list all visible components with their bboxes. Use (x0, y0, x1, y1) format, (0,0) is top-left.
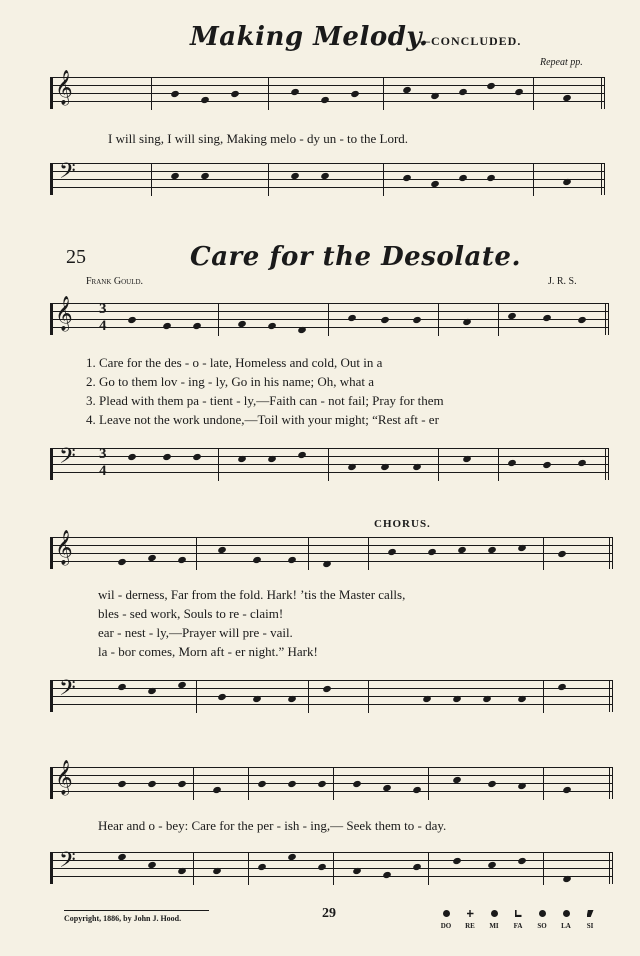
song2-sys2-verse4: la - bor comes, Morn aft - er night.” Hark! (98, 644, 318, 659)
chorus-label: CHORUS. (374, 518, 431, 530)
song2-sys3-bass-staff (50, 848, 613, 884)
song2-sys3-lyrics: Hear and o - bey: Care for the per - ish - ing,— Seek them to - day. (98, 818, 447, 833)
footer-rule (64, 910, 209, 911)
treble-clef-icon: 𝄞 (55, 296, 73, 331)
bass-clef-icon: 𝄢 (59, 159, 76, 189)
treble-clef-icon: 𝄞 (55, 760, 73, 795)
song2-number: 25 (66, 246, 86, 268)
copyright: Copyright, 1886, by John J. Hood. (64, 914, 182, 923)
song2-sys1-bass-staff: 𝄢 3 4 (50, 448, 609, 480)
bass-clef-icon: 𝄢 (59, 444, 76, 474)
treble-clef-icon: 𝄞 (55, 530, 73, 565)
song2-sys3-treble-staff (50, 760, 613, 799)
solfa-mi: MI (484, 903, 504, 930)
solfa-so-shape-icon (539, 910, 546, 917)
solfa-legend (436, 906, 600, 930)
solfa-si: SI (580, 903, 600, 930)
solfa-so: SO (532, 903, 552, 930)
song2-sys2-verse1: wil - derness, Far from the fold. Hark! ’tis the Master calls, (98, 587, 406, 602)
solfa-si-shape-icon (587, 910, 594, 917)
song2-composer: J. R. S. (548, 276, 577, 287)
time-signature: 3 4 (99, 301, 107, 334)
bass-clef-icon: 𝄢 (59, 848, 76, 878)
song2-verse3: 3. Plead with them pa - tient - ly,—Faith can - not fail; Pray for them (86, 393, 444, 408)
song1-treble-staff (50, 70, 605, 109)
solfa-do-shape-icon (443, 910, 450, 917)
song2-sys2-verse3: ear - nest - ly,—Prayer will pre - vail. (98, 625, 293, 640)
solfa-la: LA (556, 903, 576, 930)
song2-verse2: 2. Go to them lov - ing - ly, Go in his name; Oh, what a (86, 374, 375, 389)
bass-clef-icon: 𝄢 (59, 676, 76, 706)
song2-verse1: 1. Care for the des - o - late, Homeless and cold, Out in a (86, 355, 383, 370)
treble-clef-icon: 𝄞 (55, 70, 73, 105)
page-number: 29 (322, 906, 336, 921)
song2-author: Frank Gould. (86, 276, 144, 287)
song2-sys1-treble-staff (50, 296, 609, 335)
song2-sys2-treble-staff (50, 530, 613, 569)
solfa-fa-shape-icon (515, 910, 522, 917)
solfa-la-shape-icon (563, 910, 570, 917)
song1-direction: Repeat pp. (540, 57, 583, 68)
song1-lyrics: I will sing, I will sing, Making melo - dy un - to the Lord. (108, 131, 409, 146)
song2-verse4: 4. Leave not the work undone,—Toil with your might; “Rest aft - er (86, 412, 439, 427)
song1-title: Making Melody. (190, 22, 429, 52)
song2-sys2-bass-staff (50, 676, 613, 712)
song1-bass-staff (50, 159, 605, 195)
song2-sys2-verse2: bles - sed work, Souls to re - claim! (98, 606, 284, 621)
solfa-re: RE (460, 903, 480, 930)
solfa-fa: FA (508, 903, 528, 930)
song2-title: Care for the Desolate. (190, 242, 522, 272)
solfa-do: DO (436, 903, 456, 930)
song1-subtitle: —CONCLUDED. (418, 34, 522, 48)
solfa-mi-shape-icon (491, 910, 498, 917)
solfa-re-shape-icon (467, 910, 474, 917)
